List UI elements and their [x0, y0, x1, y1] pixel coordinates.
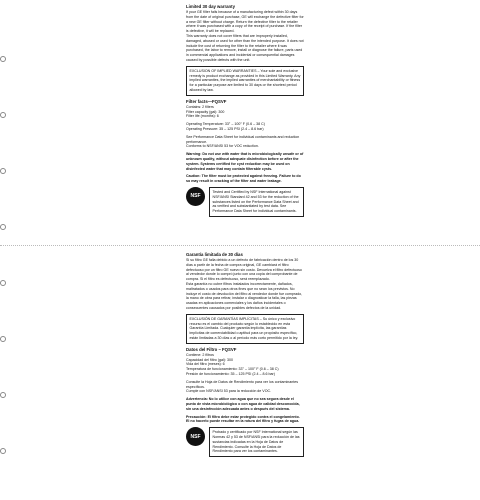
spec-line: Vida del filtro (meses): 6 — [186, 362, 225, 367]
performance-note: Consulte la Hoja de Datos de Rendimiento para ver los contaminantes específicos. — [186, 379, 299, 389]
english-section — [186, 4, 304, 217]
warning-text: Warning: Do not use with water that is microbiologically unsafe or of unknown quality, without adequate disinfection before or after the system. Systems certified for cyst reduction may be used on disinfected water that may contain filterable cysts. — [186, 152, 304, 171]
exclusion-box: EXCLUSIÓN DE GARANTÍAS IMPLÍCITAS – Su único y exclusivo recurso es el cambio del producto según lo establecido en esta Garantía Limitada. Cualquier garantía implícita, las garantías implícitas de comerciabilidad o aptitud para un propósito específico, están limitadas a 30 días o al período más corto permitido por la ley. — [186, 314, 304, 344]
nsf-seal-icon: NSF — [186, 427, 205, 446]
caution-text: Precaución: El filtro debe estar protegido contra el congelamiento. El no hacerlo puede resultar en la rotura del filtro y fugas de agua. — [186, 414, 300, 424]
binder-hole — [0, 336, 6, 342]
spec-line: Contains: 2 filters — [186, 104, 214, 109]
filter-facts-title: Filter facts—FQSVF — [186, 98, 227, 104]
warranty-paragraph: If your GE filter fails because of a manufacturing defect within 30 days from the date of original purchase, GE will exchange the defective filter for a new GE filter without charge. Return the defective filter to the retailer where it was purchased with a copy of the receipt of purchase. If the filter is defective, it will be replaced. — [186, 10, 304, 34]
spec-line: Filter capacity (gal): 300 — [186, 109, 225, 114]
performance-note: See Performance Data Sheet for individual contaminants and reduction performance. — [186, 134, 300, 144]
exclusion-box: EXCLUSION OF IMPLIED WARRANTIES – Your sole and exclusive remedy is product exchange as provided in this Limited Warranty. Any implied warranties, the implied warranties of merchantability or fitness for a particular purpose are limited to 30 days or the shortest period allowed by law. — [186, 66, 304, 96]
nsf-certification — [186, 187, 304, 217]
spec-line: Temperatura de funcionamiento: 33° – 100° F (0.6 – 38 C) — [186, 367, 279, 372]
nsf-statement: Probado y certificado por NSF International según las Normas 42 y 53 de NSF/ANSI para la reducción de las sustancias indicadas en la Hoja de Datos de Rendimiento. Consulte la Hoja de Datos de Rendimiento para ver los contaminantes. — [209, 427, 304, 457]
binder-hole — [0, 224, 6, 230]
binder-hole — [0, 392, 6, 398]
binder-hole — [0, 280, 6, 286]
nsf-statement: Tested and Certified by NSF International against NSF/ANSI Standard 42 and 53 for the reduction of the substances listed on the Performance Data Sheet and as verified and substantiated by test data. See Performance Data Sheet for individual contaminants. — [209, 187, 304, 217]
spec-line: Operating Temperature: 33° – 100° F (0.6 – 38 C) — [186, 122, 265, 127]
nsf-seal-icon: NSF — [186, 187, 205, 206]
spec-line: Capacidad del filtro (gal): 300 — [186, 357, 233, 362]
spec-line: Contiene: 2 filtros — [186, 352, 214, 357]
binder-hole — [0, 56, 6, 62]
warning-text: Advertencia: No lo utilice con agua que no sea segura desde el punto de vista microbiológico o con agua de calidad desconocida, sin una desinfección adecuada antes o después del sistema. — [186, 397, 300, 411]
binder-hole — [0, 112, 6, 118]
conformance-note: Conforms to NSF/ANSI 53 for VOC reduction. — [186, 144, 259, 149]
spec-line: Operating Pressure: 35 – 125 PSI (2.4 – 8.6 bar) — [186, 126, 264, 131]
spanish-section — [186, 252, 304, 457]
caution-text: Caution: The filter must be protected against freezing. Failure to do so may result in cracking of the filter and water leakage. — [186, 174, 301, 184]
spec-line: Presión de funcionamiento: 35 – 125 PSI (2.4 – 8.6 bar) — [186, 371, 275, 376]
warranty-title: Garantía limitada de 30 días — [186, 252, 243, 257]
warranty-title: Limited 30 day warranty — [186, 4, 235, 9]
page-divider — [0, 245, 480, 246]
binder-hole — [0, 168, 6, 174]
conformance-note: Cumple con NSF/ANSI 53 para la reducción de VOC. — [186, 389, 272, 394]
warranty-paragraph: Esta garantía no cubre filtros instalados incorrectamente, dañados, maltratados o usados para otros fines que no sean los previstos. No incluye el costo de devolución del filtro al vendedor donde fue comprado, la mano de obra para retirar, instalar o diagnosticar la falla, las piezas usadas en aplicaciones comerciales y los daños incidentales o consecuentes causados por posibles defectos de la unidad. — [186, 281, 303, 310]
warranty-paragraph: Si su filtro GE falla debido a un defecto de fabricación dentro de los 30 días a partir de la fecha de compra original, GE cambiará el filtro defectuoso por un filtro GE nuevo sin costo. Devuelva el filtro defectuoso al vendedor donde lo compró junto con una copia del comprobante de compra. Si el filtro es defectuoso, será reemplazado. — [186, 258, 302, 282]
spec-line: Filter life (months): 6 — [186, 114, 219, 119]
nsf-certification — [186, 427, 304, 457]
binder-hole — [0, 448, 6, 454]
warranty-paragraph: This warranty does not cover filters that are improperly installed, damaged, abused or used for other than the intended purpose. It does not include the cost of returning the filter to the retailer where it was purchased, the labor to remove, install or diagnose the failure, parts used in commercial applications and incidental or consequential damages caused by possible defects with the unit. — [186, 33, 304, 62]
filter-facts-title: Datos del Filtro – FQSVF — [186, 346, 237, 352]
